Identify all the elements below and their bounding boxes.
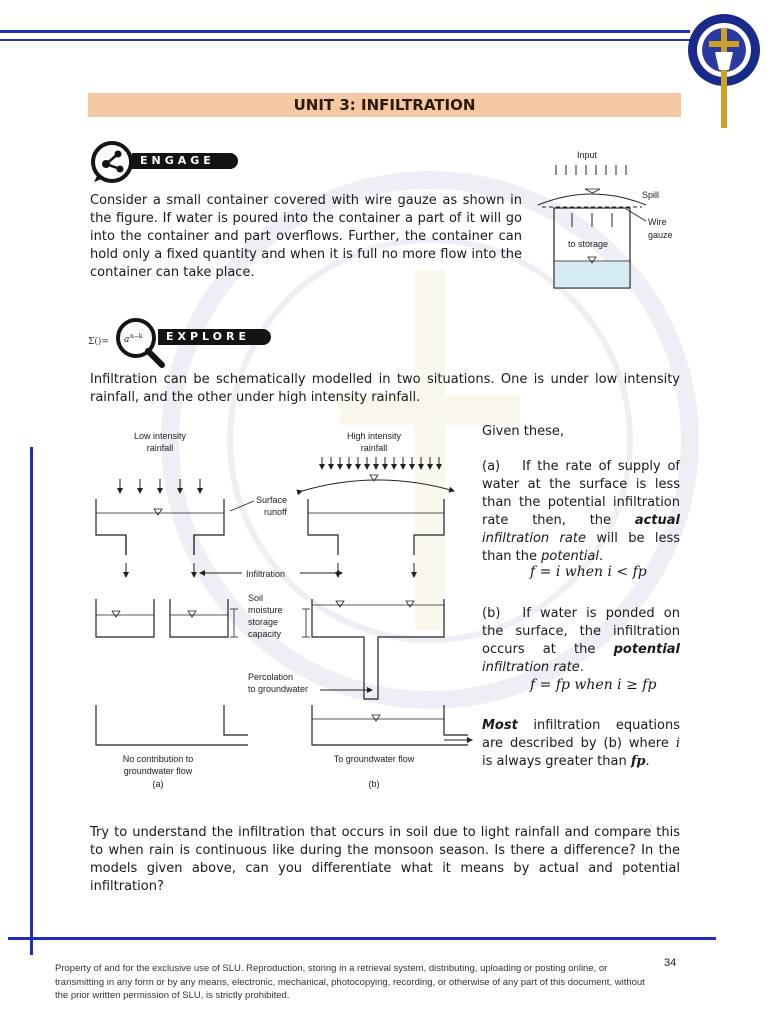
condition-b-marker: (b) (482, 606, 501, 621)
svg-text:n−k: n−k (130, 333, 143, 340)
svg-text:a: a (124, 335, 130, 345)
surface-runoff-line1: Surface (256, 495, 288, 505)
condition-a-potential: potential (541, 549, 599, 564)
high-intensity-line1: High intensity (346, 431, 402, 441)
condition-a-infil-rate: infiltration rate (482, 531, 586, 546)
condition-a-actual: actual (634, 513, 680, 528)
equation-b: f = fp when i ≥ fp (530, 677, 657, 693)
condition-a-end: . (598, 549, 604, 564)
condition-a (482, 458, 680, 566)
soil-moisture-line1: Soil (248, 593, 264, 603)
low-intensity-line1: Low intensity (133, 431, 187, 441)
equation-a: f = i when i < fp (530, 564, 647, 580)
engage-paragraph: Consider a small container covered with wire gauze as shown in the figure. If water is poured into the container a part of it will go into the container and part overflows. Further, the container can hold only a fixed quantity and when it is full no more flow into the container can take place. (90, 193, 522, 280)
no-contribution-line1: No contribution to (122, 754, 194, 764)
engage-label: ENGAGE (132, 153, 238, 169)
surface-runoff-line2: runoff (264, 507, 287, 517)
low-intensity-line2: rainfall (146, 443, 174, 453)
explore-intro: Infiltration can be schematically modelled in two situations. One is under low intensity rainfall, and the other under high intensity rainfall. (90, 372, 680, 405)
given-text: Given these, (482, 424, 564, 439)
container-figure (530, 143, 690, 293)
soil-moisture-line2: moisture (248, 605, 283, 615)
percolation-line2: to groundwater (248, 684, 309, 694)
left-rule (30, 447, 33, 955)
most-text-1: infiltration equations are described by (b) where (482, 718, 680, 751)
top-rule (0, 30, 690, 33)
condition-b-text: If water is ponded on the surface, the infiltration occurs at the (482, 606, 680, 657)
condition-a-text-3: will be less than the (482, 531, 680, 564)
fig-storage-label: to storage (568, 239, 609, 249)
most-fp: fp (630, 754, 646, 769)
unit-title-bar (88, 93, 681, 117)
infiltration-label: Infiltration (246, 569, 286, 579)
condition-b-end: . (579, 660, 584, 675)
most-text-2: is always greater than (482, 754, 631, 769)
condition-b-infil-rate: infiltration rate (482, 660, 580, 675)
fig-gauze-label: gauze (648, 230, 673, 240)
page-number: 34 (664, 957, 677, 969)
svg-text:Σ()=: Σ()= (88, 337, 109, 347)
condition-a-marker: (a) (482, 459, 501, 474)
high-intensity-line2: rainfall (360, 443, 388, 453)
percolation-line1: Percolation (248, 672, 294, 682)
unit-title: UNIT 3: INFILTRATION (293, 96, 476, 114)
infiltration-diagram (88, 427, 476, 795)
most-word: Most (482, 718, 518, 733)
soil-moisture-line3: storage (248, 617, 279, 627)
condition-b-potential: potential (613, 642, 680, 657)
engage-icon (90, 140, 134, 184)
explore-label: EXPLORE (158, 329, 271, 345)
to-groundwater-label: To groundwater flow (333, 754, 415, 764)
soil-moisture-line4: capacity (248, 629, 282, 639)
label-a: (a) (152, 779, 164, 789)
condition-b (482, 605, 680, 677)
closing-paragraph: Try to understand the infiltration that occurs in soil due to light rainfall and compare this to when rain is continuous like during the monsoon season. Is there a difference? In the models given above, can you differentiate what it means by actual and potential infiltration? (90, 825, 680, 894)
bottom-rule (8, 937, 716, 940)
most-end: . (645, 754, 650, 769)
no-contribution-line2: groundwater flow (123, 766, 193, 776)
fig-spill-label: Spill (642, 190, 660, 200)
label-b: (b) (368, 779, 380, 789)
fig-input-label: Input (577, 150, 598, 160)
condition-a-text: If the rate of supply of water at the surface is less than the potential infiltration rate then, the (482, 459, 680, 528)
university-logo (685, 8, 763, 130)
most-i: i (675, 736, 680, 751)
most-statement (482, 717, 680, 771)
top-rule-2 (0, 39, 690, 41)
fig-wire-label: Wire (648, 217, 667, 227)
copyright-notice: Property of and for the exclusive use of SLU. Reproduction, storing in a retrieval system, distributing, uploading or posting online, or transmitting in any form or by any means, electronic, mechanical, photocopying, recording, or otherwise of any part of this document, without the prior written permission of SLU, is strictly prohibited. (55, 963, 645, 1001)
